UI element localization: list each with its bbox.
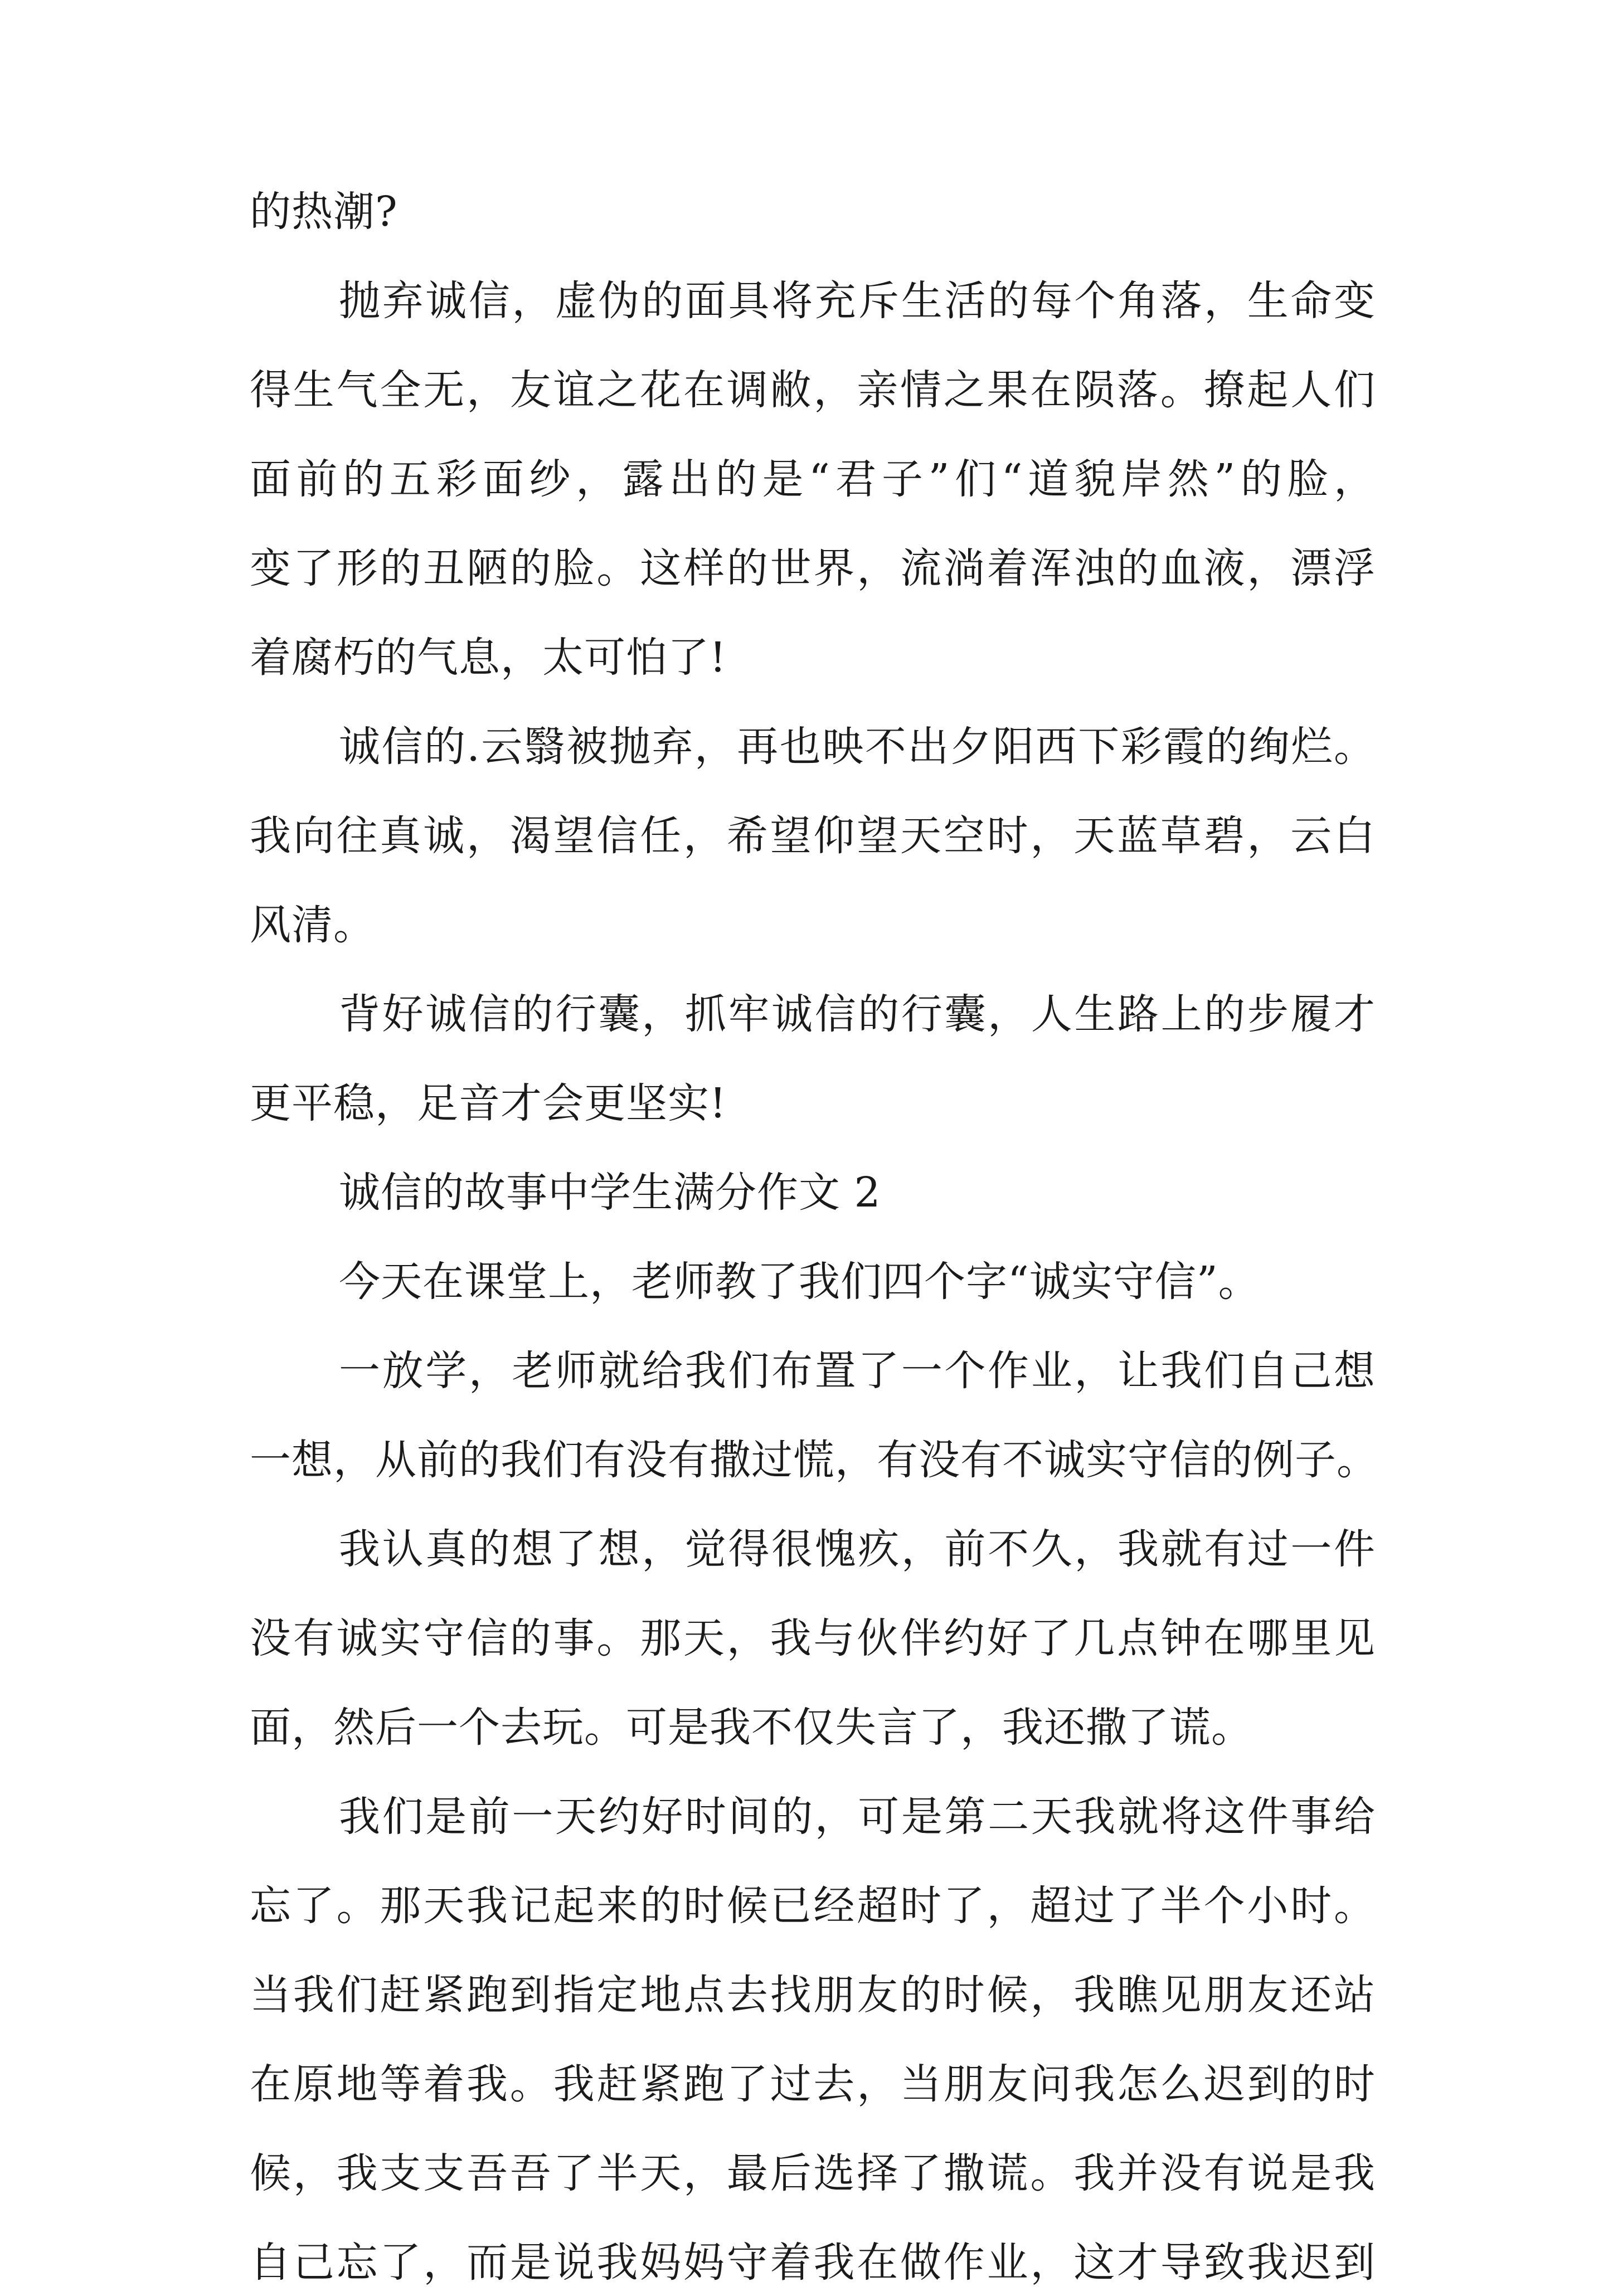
text-line: 我向往真诚，渴望信任，希望仰望天空时，天蓝草碧，云白 [250,812,1376,860]
text-line: 面前的五彩面纱，露出的是“君子”们“道貌岸然”的脸， [250,455,1376,503]
text-line: 面，然后一个去玩。可是我不仅失言了，我还撒了谎。 [250,1704,1253,1752]
text-line: 得生气全无，友谊之花在调敝，亲情之果在陨落。撩起人们 [250,366,1376,414]
paragraph-first-line: 诚信的.云翳被抛弃，再也映不出夕阳西下彩霞的绚烂。 [339,723,1376,771]
text-line: 没有诚实守信的事。那天，我与伙伴约好了几点钟在哪里见 [250,1614,1376,1662]
paragraph-first-line: 我们是前一天约好时间的，可是第二天我就将这件事给 [339,1793,1376,1841]
paragraph-first-line: 一放学，老师就给我们布置了一个作业，让我们自己想 [339,1347,1376,1395]
text-line: 风清。 [250,901,375,949]
text-line: 在原地等着我。我赶紧跑了过去，当朋友问我怎么迟到的时 [250,2060,1376,2108]
paragraph-first-line: 我认真的想了想，觉得很愧疚，前不久，我就有过一件 [339,1525,1376,1573]
section-heading: 诚信的故事中学生满分作文 2 [339,1169,881,1217]
text-line: 的热潮? [250,188,398,236]
paragraph-first-line: 背好诚信的行囊，抓牢诚信的行囊，人生路上的步履才 [339,990,1376,1038]
text-line: 当我们赶紧跑到指定地点去找朋友的时候，我瞧见朋友还站 [250,1971,1376,2019]
paragraph-first-line: 抛弃诚信，虚伪的面具将充斥生活的每个角落，生命变 [339,277,1376,325]
text-line: 更平稳，足音才会更坚实! [250,1079,727,1127]
text-line: 忘了。那天我记起来的时候已经超时了，超过了半个小时。 [250,1882,1376,1930]
paragraph-first-line: 今天在课堂上，老师教了我们四个字“诚实守信”。 [339,1258,1260,1306]
text-line: 一想，从前的我们有没有撒过慌，有没有不诚实守信的例子。 [250,1436,1378,1484]
text-line: 着腐朽的气息，太可怕了! [250,634,727,682]
text-line: 候，我支支吾吾了半天，最后选择了撒谎。我并没有说是我 [250,2149,1376,2197]
text-line: 变了形的丑陋的脸。这样的世界，流淌着浑浊的血液，漂浮 [250,544,1376,592]
text-line: 自己忘了，而是说我妈妈守着我在做作业，这才导致我迟到 [250,2239,1376,2287]
